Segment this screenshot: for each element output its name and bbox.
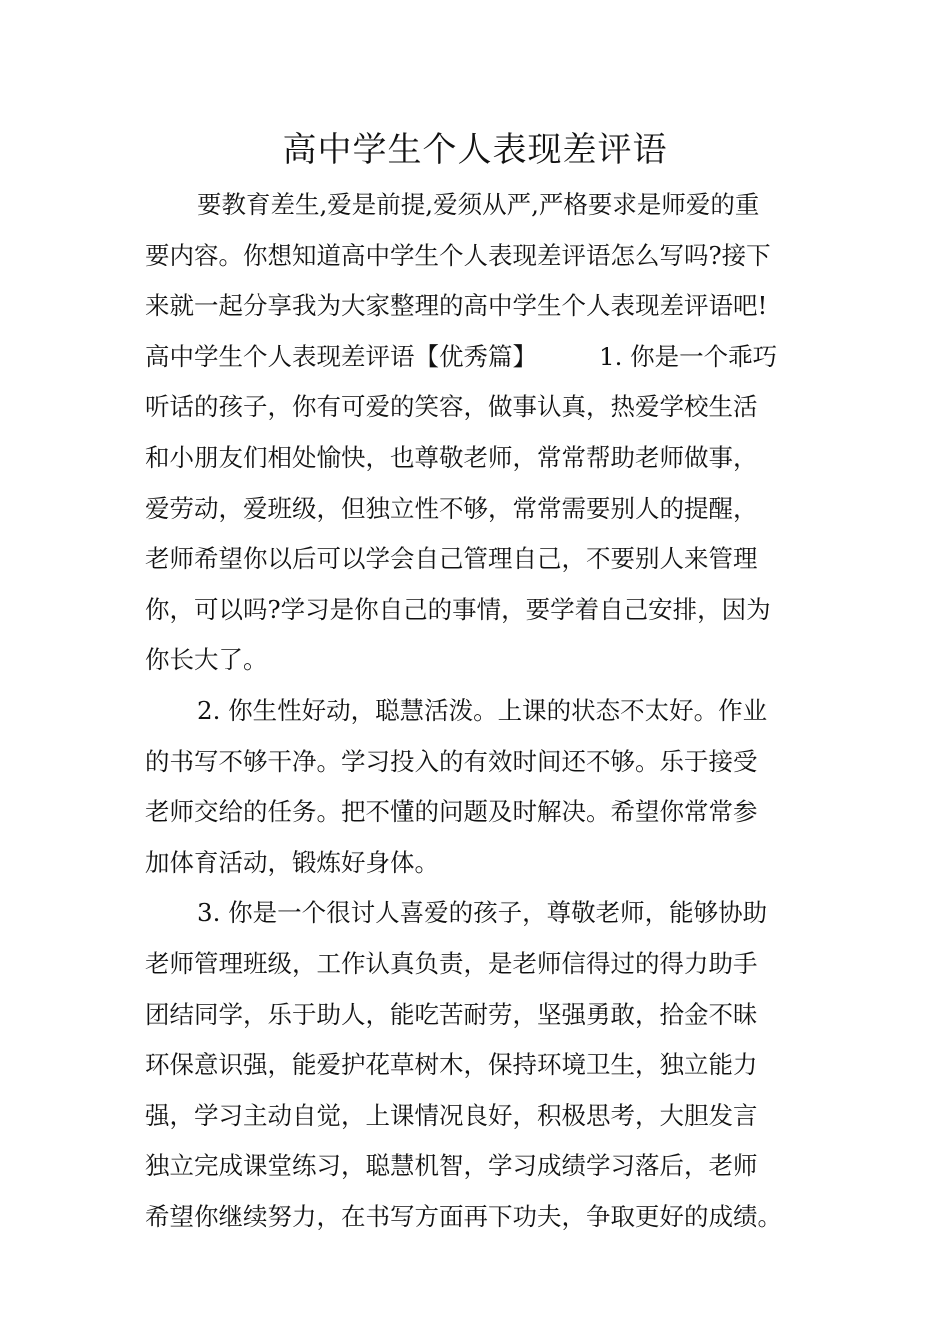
item-1-paragraph	[145, 332, 805, 686]
text-line: 要教育差生,爱是前提,爱须从严,严格要求是师爱的重	[197, 190, 760, 219]
text-line: 3. 你是一个很讨人喜爱的孩子，尊敬老师，能够协助	[197, 898, 768, 928]
text-line: 老师交给的任务。把不懂的问题及时解决。希望你常常参	[145, 797, 758, 827]
text-line: 和小朋友们相处愉快，也尊敬老师，常常帮助老师做事，	[145, 442, 758, 472]
text-line: 你长大了。	[145, 645, 268, 675]
text-line: 2. 你生性好动，聪慧活泼。上课的状态不太好。作业	[197, 695, 768, 725]
document-title: 高中学生个人表现差评语	[282, 130, 668, 170]
text-line: 要内容。你想知道高中学生个人表现差评语怎么写吗?接下	[145, 240, 771, 270]
item-3-paragraph	[145, 888, 805, 1242]
text-line: 来就一起分享我为大家整理的高中学生个人表现差评语吧!	[145, 291, 768, 321]
text-line	[145, 332, 805, 383]
document-body	[145, 180, 805, 1242]
text-line: 爱劳动，爱班级，但独立性不够，常常需要别人的提醒，	[145, 493, 758, 523]
text-line: 希望你继续努力，在书写方面再下功夫，争取更好的成绩。	[145, 1201, 782, 1231]
text-line: 你，可以吗?学习是你自己的事情，要学着自己安排，因为	[145, 594, 771, 624]
item-2-paragraph	[145, 686, 805, 888]
text-line: 团结同学，乐于助人，能吃苦耐劳，坚强勇敢，拾金不昧	[145, 999, 758, 1029]
text-line: 1. 你是一个乖巧	[599, 341, 778, 371]
intro-paragraph	[145, 180, 805, 332]
text-line: 加体育活动，锻炼好身体。	[145, 847, 439, 877]
text-line: 环保意识强，能爱护花草树木，保持环境卫生，独立能力	[145, 1050, 758, 1080]
text-line: 独立完成课堂练习，聪慧机智，学习成绩学习落后，老师	[145, 1151, 758, 1181]
text-line: 老师希望你以后可以学会自己管理自己，不要别人来管理	[145, 544, 758, 574]
text-line: 老师管理班级，工作认真负责，是老师信得过的得力助手	[145, 948, 758, 978]
section-heading: 高中学生个人表现差评语【优秀篇】	[145, 341, 537, 371]
text-line: 的书写不够干净。学习投入的有效时间还不够。乐于接受	[145, 746, 758, 776]
text-line: 强，学习主动自觉，上课情况良好，积极思考，大胆发言	[145, 1100, 758, 1130]
text-line: 听话的孩子，你有可爱的笑容，做事认真，热爱学校生活	[145, 392, 758, 422]
